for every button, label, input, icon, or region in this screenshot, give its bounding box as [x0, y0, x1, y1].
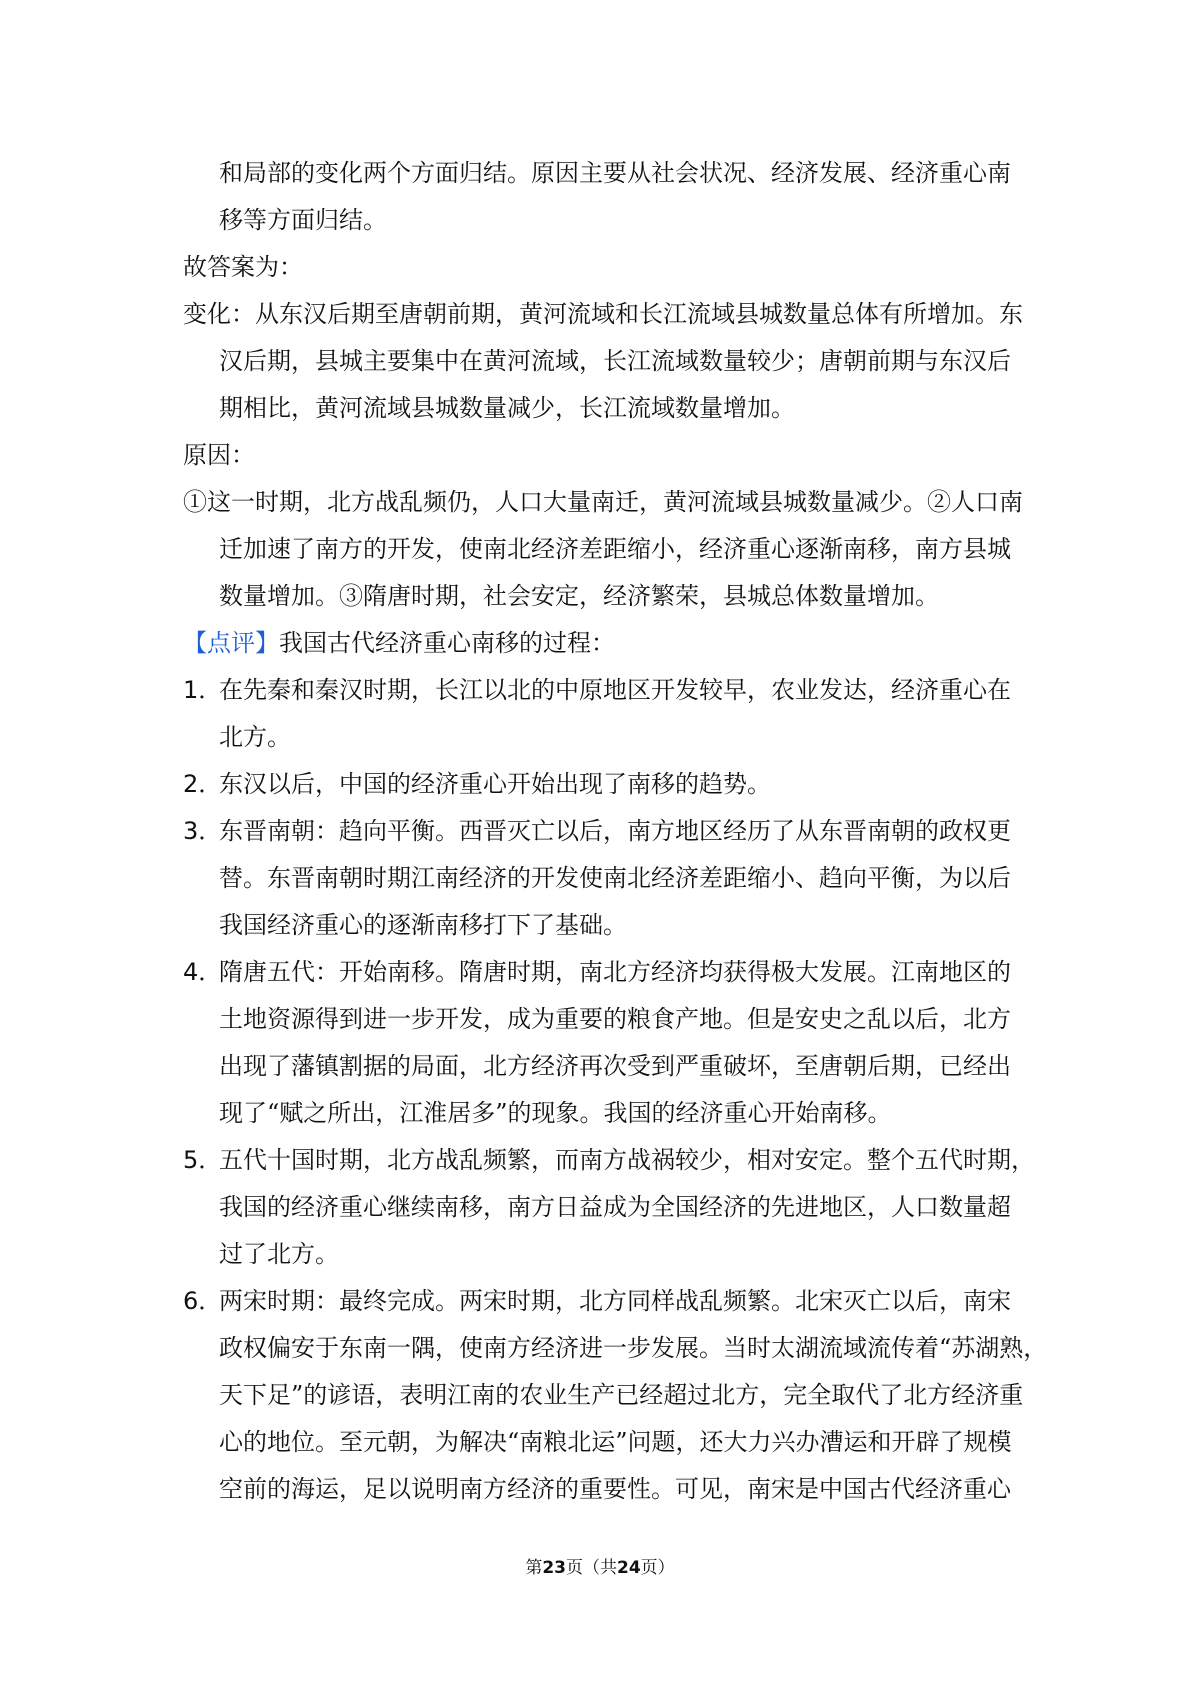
list-item-4-line-4: 现了“赋之所出，江淮居多”的现象。我国的经济重心开始南移。	[219, 1099, 892, 1127]
reason-line-2: 迁加速了南方的开发，使南北经济差距缩小，经济重心逐渐南移，南方县城	[219, 535, 1011, 563]
list-item-6-line-3: 天下足”的谚语，表明江南的农业生产已经超过北方，完全取代了北方经济重	[219, 1381, 1024, 1409]
list-item-1-line-2: 北方。	[219, 723, 291, 751]
item-text: 在先秦和秦汉时期，长江以北的中原地区开发较早，农业发达，经济重心在	[219, 676, 1011, 704]
list-item-3	[183, 808, 1025, 855]
item-number: 6．	[183, 1287, 223, 1315]
list-item-5-line-3: 过了北方。	[219, 1240, 339, 1268]
item-text: 东汉以后，中国的经济重心开始出现了南移的趋势。	[219, 770, 771, 798]
footer-suffix: 页）	[640, 1558, 675, 1578]
list-item-6-line-5: 空前的海运，足以说明南方经济的重要性。可见，南宋是中国古代经济重心	[219, 1475, 1011, 1503]
intro-line-1: 和局部的变化两个方面归结。原因主要从社会状况、经济发展、经济重心南	[219, 159, 1011, 187]
item-text: 五代十国时期，北方战乱频繁，而南方战祸较少，相对安定。整个五代时期，	[219, 1146, 1035, 1174]
reason-line-1: ①这一时期，北方战乱频仍，人口大量南迁，黄河流域县城数量减少。②人口南	[183, 488, 1023, 516]
comment-line	[183, 620, 1025, 667]
item-text: 两宋时期：最终完成。两宋时期，北方同样战乱频繁。北宋灭亡以后，南宋	[219, 1287, 1011, 1315]
answer-heading: 故答案为：	[183, 253, 303, 281]
item-number: 4．	[183, 958, 223, 986]
change-line-1: 变化：从东汉后期至唐朝前期，黄河流域和长江流域县城数量总体有所增加。东	[183, 300, 1023, 328]
document-body	[183, 150, 1048, 1513]
list-item-6-line-4: 心的地位。至元朝，为解决“南粮北运”问题，还大力兴办漕运和开辟了规模	[219, 1428, 1012, 1456]
footer-prefix: 第	[525, 1558, 543, 1578]
reason-heading: 原因：	[183, 441, 255, 469]
list-item-4-line-3: 出现了藩镇割据的局面，北方经济再次受到严重破坏，至唐朝后期，已经出	[219, 1052, 1011, 1080]
list-item-5	[183, 1137, 1035, 1184]
footer-middle: 页（共	[566, 1558, 617, 1578]
comment-text: 我国古代经济重心南移的过程：	[279, 629, 615, 657]
change-line-3: 期相比，黄河流域县城数量减少，长江流域数量增加。	[219, 394, 795, 422]
list-item-1	[183, 667, 1025, 714]
list-item-4	[183, 949, 1025, 996]
item-text: 隋唐五代：开始南移。隋唐时期，南北方经济均获得极大发展。江南地区的	[219, 958, 1011, 986]
item-number: 1．	[183, 676, 223, 704]
list-item-6-line-2: 政权偏安于东南一隅，使南方经济进一步发展。当时太湖流域流传着“苏湖熟，	[219, 1334, 1048, 1362]
page-number: 23	[542, 1558, 566, 1578]
item-number: 2．	[183, 770, 223, 798]
total-pages: 24	[617, 1558, 641, 1578]
reason-line-3: 数量增加。③隋唐时期，社会安定，经济繁荣，县城总体数量增加。	[219, 582, 939, 610]
list-item-5-line-2: 我国的经济重心继续南移，南方日益成为全国经济的先进地区，人口数量超	[219, 1193, 1011, 1221]
page-footer	[0, 1556, 1200, 1580]
item-text: 东晋南朝：趋向平衡。西晋灭亡以后，南方地区经历了从东晋南朝的政权更	[219, 817, 1011, 845]
list-item-2	[183, 761, 1025, 808]
list-item-3-line-2: 替。东晋南朝时期江南经济的开发使南北经济差距缩小、趋向平衡，为以后	[219, 864, 1011, 892]
comment-tag: 【点评】	[183, 629, 279, 657]
item-number: 3．	[183, 817, 223, 845]
list-item-4-line-2: 土地资源得到进一步开发，成为重要的粮食产地。但是安史之乱以后，北方	[219, 1005, 1011, 1033]
list-item-6	[183, 1278, 1025, 1325]
item-number: 5．	[183, 1146, 223, 1174]
change-line-2: 汉后期，县城主要集中在黄河流域，长江流域数量较少；唐朝前期与东汉后	[219, 347, 1011, 375]
intro-line-2: 移等方面归结。	[219, 206, 387, 234]
list-item-3-line-3: 我国经济重心的逐渐南移打下了基础。	[219, 911, 627, 939]
